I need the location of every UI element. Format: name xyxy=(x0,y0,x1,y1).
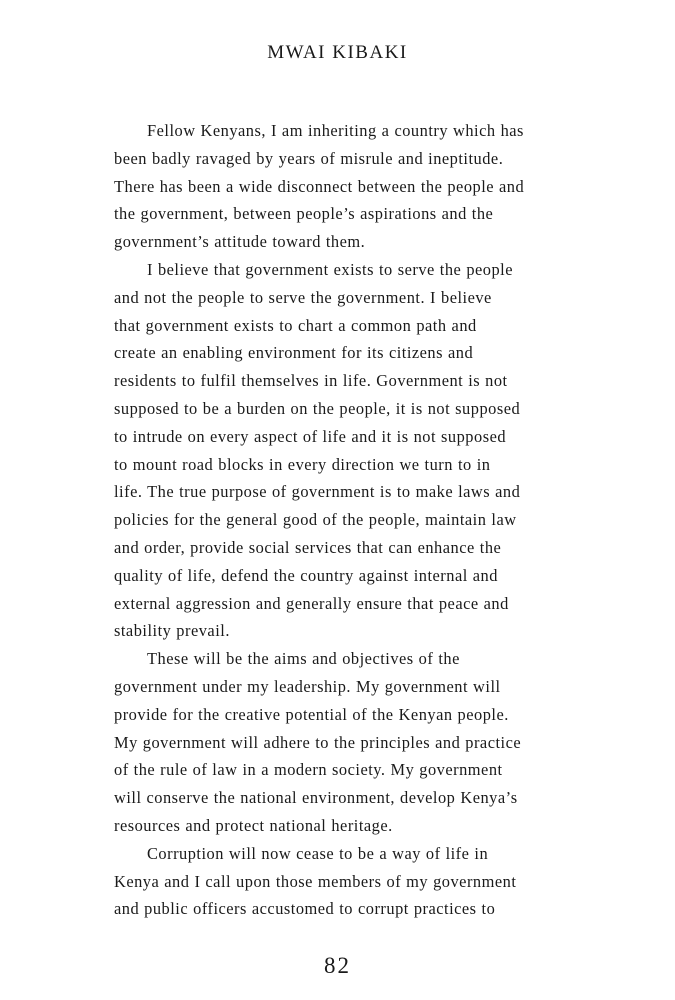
text-line: life. The true purpose of government is to make laws and xyxy=(114,482,521,502)
text-line: Kenya and I call upon those members of my government xyxy=(114,871,517,891)
text-line: that government exists to chart a common path and xyxy=(114,315,477,335)
text-line: policies for the general good of the people, maintain law xyxy=(114,510,517,530)
paragraph-first-line: Corruption will now cease to be a way of life in xyxy=(147,843,489,863)
paragraph-first-line: These will be the aims and objectives of the xyxy=(147,649,460,669)
text-line: external aggression and generally ensure that peace and xyxy=(114,593,509,613)
page-number: 82 xyxy=(324,953,351,978)
body-text xyxy=(114,117,580,923)
text-line: the government, between people’s aspirations and the xyxy=(114,204,494,224)
text-line: residents to fulfil themselves in life. Government is not xyxy=(114,371,508,391)
text-line: provide for the creative potential of the Kenyan people. xyxy=(114,704,509,724)
text-line: government’s attitude toward them. xyxy=(114,232,366,252)
text-line: to mount road blocks in every direction we turn to in xyxy=(114,454,491,474)
text-line: create an enabling environment for its citizens and xyxy=(114,343,474,363)
paragraph-first-line: I believe that government exists to serve the people xyxy=(147,259,514,279)
text-line: My government will adhere to the principles and practice xyxy=(114,732,522,752)
text-line: and public officers accustomed to corrupt practices to xyxy=(114,899,496,919)
text-line: supposed to be a burden on the people, it is not supposed xyxy=(114,398,521,418)
text-line: and order, provide social services that can enhance the xyxy=(114,537,502,557)
text-line: stability prevail. xyxy=(114,621,230,641)
text-line: to intrude on every aspect of life and it is not supposed xyxy=(114,426,507,446)
running-head: MWAI KIBAKI xyxy=(267,42,408,63)
text-line: quality of life, defend the country against internal and xyxy=(114,565,498,585)
text-line: There has been a wide disconnect between the people and xyxy=(114,176,525,196)
text-line: of the rule of law in a modern society. My government xyxy=(114,760,503,780)
text-line: will conserve the national environment, develop Kenya’s xyxy=(114,788,518,808)
text-line: and not the people to serve the government. I believe xyxy=(114,287,492,307)
text-line: been badly ravaged by years of misrule and ineptitude. xyxy=(114,148,504,168)
text-line: resources and protect national heritage. xyxy=(114,815,393,835)
paragraph-first-line: Fellow Kenyans, I am inheriting a country which has xyxy=(147,121,524,140)
text-line: government under my leadership. My government will xyxy=(114,676,501,696)
